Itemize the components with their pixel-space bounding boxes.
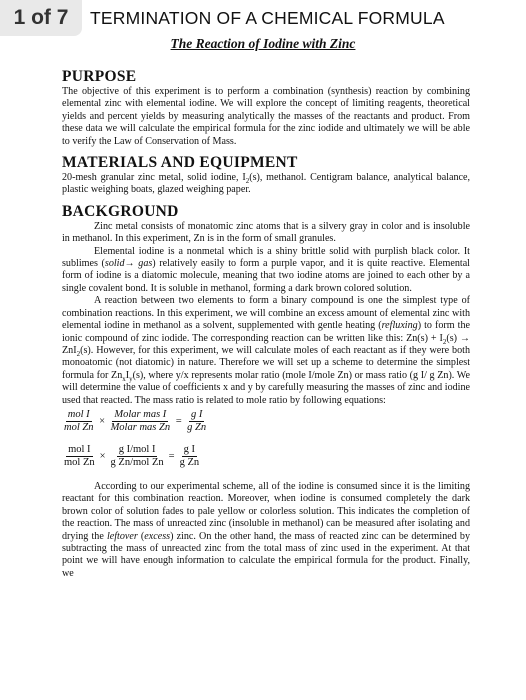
mass-ratio-equation-2: $\frac{\text{mol I}}{\text{mol Zn}}$ × $\frac{\text{g I/mol I}}{\text{g Zn/mol Zn}}$ = $\frac{\text{g I}}{\text{g Zn}}$ — [64, 443, 200, 468]
purpose-text: The objective of this experiment is to perform a combination (synthesis) reaction by combining elemental zinc with elemental iodine. We will explore the concept of limiting reagents, theoretical yields and percent yields by measuring analytically the masses of the reactants and product. From these data we will calculate the empirical formula for the zinc iodide and ultimately we will be able to verify the Law of Conservation of Mass. — [62, 86, 470, 147]
purpose-heading: PURPOSE — [62, 68, 137, 85]
background-paragraph-3: A reaction between two elements to form a binary compound is one the simplest type of combination reactions. In this experiment, we will combine an excess amount of elemental zinc with elemental iodine in methanol as a solvent, supplemented with gentle heating (refluxing) to form the ionic compound of zinc iodide. The corresponding reaction can be written like this: $Zn(s) + I_2(s) \to ZnI_2(s)$. However, for this experiment, we will calculate moles of each reactant as if they were both monoatomic (not diatomic) in nature. Therefore we will set up a scheme to determine the simplest formula for $Zn_xI_y(s)$, where y/x represents molar ratio (mole I/mole Zn) or mass ratio (g I/ g Zn). We will determine the value of coefficients x and y by carefully measuring the masses of zinc and iodine used that reacted. The mass ratio is related to mole ratio by following equations: — [62, 295, 470, 406]
background-heading: BACKGROUND — [62, 202, 179, 220]
background-paragraph-1: Zinc metal consists of monatomic zinc atoms that is a silvery gray in color and is insoluble in methanol. In this experiment, Zn is in the form of small granules. — [62, 220, 470, 245]
page-indicator: 1 of 7 — [0, 0, 82, 36]
mass-ratio-equation-1: $\frac{\text{mol I}}{\text{mol Zn}}$ × $\frac{\text{Molar mas I}}{\text{Molar mas Zn}}$ = $\frac{\text{g I}}{\text{g Zn}}$ — [64, 408, 207, 433]
document-title: TERMINATION OF A CHEMICAL FORMULA — [90, 8, 445, 28]
document-subtitle: The Reaction of Iodine with Zinc — [170, 36, 356, 51]
document-body — [62, 68, 470, 580]
background-paragraph-2: Elemental iodine is a nonmetal which is a shiny brittle solid with purplish black color. It sublimes (solid→ gas) relatively easily to form a purple vapor, and it is quite reactive. Elemental form of iodine is a diatomic molecule, meaning that two iodine atoms are joined to each other by a single covalent bond. It is soluble in methanol, forming a dark brown colored solution. — [62, 245, 470, 294]
materials-text: 20-mesh granular zinc metal, solid iodine, $I_2(s)$, methanol. Centigram balance, analytical balance, plastic weighing boats, glazed weighing paper. — [62, 172, 470, 196]
materials-heading: MATERIALS AND EQUIPMENT — [62, 154, 298, 172]
background-paragraph-4: According to our experimental scheme, all of the iodine is consumed since it is the limiting reactant for this combination reaction. Moreover, when iodine is consumed completely the dark brown color of solution fades to pale yellow or colorless solution. This indicates the completion of the reaction. The mass of unreacted zinc (insoluble in methanol) can be measured after isolating and drying the leftover (excess) zinc. On the other hand, the mass of reacted zinc can be determined by subtracting the mass of unreacted zinc from the total mass of zinc used in the experiment. At that point we will have enough information to calculate the empirical formula for the product. Finally, we — [62, 480, 471, 579]
